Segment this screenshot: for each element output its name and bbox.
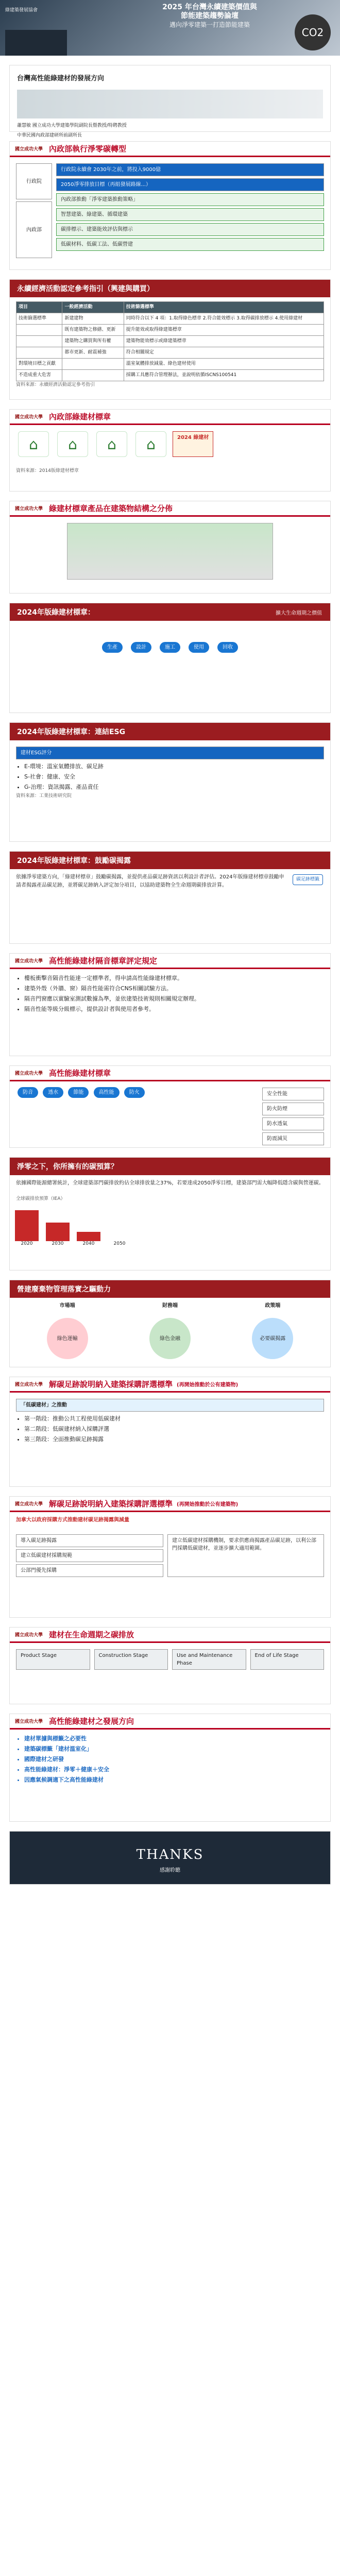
direction-item: • 國際建材之研發: [24, 1754, 324, 1765]
stage-item: Product Stage: [16, 1649, 90, 1670]
stage-item: End of Life Stage: [250, 1649, 325, 1670]
slide4-title: 內政部綠建材標章: [49, 412, 111, 421]
esg-header: 建材ESG評分: [16, 747, 324, 759]
table-cell: 都市更新、耐震補強: [62, 347, 124, 359]
table-row: [16, 359, 324, 370]
slide-title-bar: [10, 410, 330, 425]
slide-cover: [9, 65, 331, 138]
university-logo: 國立成功大學: [15, 959, 43, 964]
banner-title: 2025 年台灣永續建築價值與: [162, 3, 257, 11]
co2-balloon-icon: CO2: [295, 14, 331, 50]
table-cell: [16, 347, 62, 359]
table-cell: 既有建築物之修繕、更新: [62, 325, 124, 336]
budget-bar: [77, 1232, 100, 1241]
table-cell: 對環境目標之貢獻: [16, 359, 62, 370]
bar-group: [15, 1210, 39, 1246]
acoustic-item: • 隔音性能等級分級標示，提供設計者與使用者參考。: [24, 1004, 324, 1014]
lifecycle-step: 使用: [189, 642, 209, 653]
hp-item: 高性能: [94, 1087, 120, 1098]
slide-green-label: [9, 409, 331, 492]
hp-item: 防音: [18, 1087, 38, 1098]
slide-guideline: [9, 279, 331, 400]
lifecycle-step: 施工: [160, 642, 180, 653]
slide-lifecycle: [9, 603, 331, 713]
esg-note: 資料來源：工業技術研究院: [16, 793, 72, 799]
box-label: 碳排標示、建築能效評估與標示: [56, 223, 324, 236]
label-icons: [10, 425, 330, 463]
guideline-table-wrap: [10, 297, 330, 393]
hp-right-item: 安全性能: [262, 1088, 324, 1100]
table-row: [16, 370, 324, 381]
table-cell: [16, 325, 62, 336]
house-icon: ⌂: [96, 431, 127, 457]
slide-title-bar: [10, 1377, 330, 1393]
direction-item: • 建築碳標籤「建材溫室化」: [24, 1744, 324, 1754]
driver-circle: 綠色金融: [149, 1318, 191, 1359]
hp-right-item: 防火防煙: [262, 1103, 324, 1115]
table-cell: 採購工具應符合管理辦法，並說明依循ISCNS100541: [124, 370, 324, 381]
slide-title-bar: [10, 1066, 330, 1081]
left-labels: [16, 161, 52, 260]
table-cell: 符合相關規定: [124, 347, 324, 359]
slide6-title: 2024年版綠建材標章：: [17, 608, 95, 617]
right-boxes: [56, 161, 324, 260]
stage-item: Construction Stage: [94, 1649, 168, 1670]
direction-item: • 因應氣候調適下之高性能綠建材: [24, 1775, 324, 1785]
direction-item: • 建材單據與標籤之必要性: [24, 1734, 324, 1744]
drivers-labels: [10, 1298, 330, 1314]
slide6-sub: 擴大生命週期之價值: [276, 610, 322, 616]
slide-title-bar: [10, 954, 330, 969]
lifecycle-flow: [10, 636, 330, 658]
banner-text: [150, 3, 269, 29]
phase-item: • 第一階段：推動公共工程使用低碳建材: [24, 1414, 324, 1424]
driver-label: 市場端: [59, 1303, 75, 1309]
slide12-title: 營建廢棄物管理落實之驅動力: [10, 1280, 330, 1298]
esg-body: [10, 740, 330, 804]
building-section-illustration: [67, 523, 273, 580]
hp-right-item: 防震減災: [262, 1132, 324, 1145]
table-header: 技術篩選標準: [124, 302, 324, 313]
canada-right: 建立低碳建材採購機制，要求供應商揭露產品碳足跡，以利公部門採購低碳建材，並逐步擴大適用範圍。: [167, 1534, 324, 1577]
cover-image: [17, 90, 323, 118]
stage-row: [10, 1643, 330, 1676]
guideline-table: [16, 301, 324, 381]
table-cell: [16, 336, 62, 347]
budget-text: 依據國際能源總署統計，全球建築部門碳排放約佔全球排放量之37%，若要達成2050淨零目標，建築部門需大幅降低隱含碳與營運碳。: [16, 1180, 324, 1186]
label-interior-ministry: 內政部: [16, 201, 52, 258]
hp-left: [16, 1086, 258, 1147]
slide-carbon-disclosure: [9, 851, 331, 944]
phase-item: • 第三階段：全面推動碳足跡揭露: [24, 1434, 324, 1445]
slide-title-bar: [10, 142, 330, 157]
table-row: [16, 336, 324, 347]
slide-lifecycle-carbon: [9, 1627, 331, 1704]
table-header: 項目: [16, 302, 62, 313]
canada-left-item: 導入碳足跡揭露: [16, 1534, 163, 1547]
hp-body: [10, 1081, 330, 1151]
box-lowcarbon: 低碳材料、低碳工法、低碳營建: [56, 238, 324, 251]
lifecycle-step: 回收: [217, 642, 238, 653]
slide13-title: 解碳足跡說明納入建築採購評選標準: [49, 1380, 173, 1389]
box-2050: 2050淨零排放目標（再組發展路線...）: [56, 178, 324, 191]
hp-right: [262, 1086, 324, 1147]
bar-group: [77, 1232, 100, 1246]
canada-left-item: 公部門優先採購: [16, 1564, 163, 1577]
university-logo: 國立成功大學: [15, 506, 43, 512]
table-cell: 同時符合以下 4 項：1.取得綠色標章 2.符合能效標示 3.取得碳排放標示 4.使用綠建材: [124, 313, 324, 325]
lowcarbon-box: 「低碳建材」之推動: [16, 1399, 324, 1412]
budget-bar: [46, 1223, 70, 1241]
driver-circle: 綠色運輸: [47, 1318, 88, 1359]
speaker: 蕭慧敏 國立成功大學建築學院副院長暨教授/特聘教授: [17, 123, 127, 128]
canada-text: 加拿大以政府採購方式推動建材碳足跡揭露與減量: [16, 1517, 129, 1523]
phase-item: • 第二階段：低碳建材納入採購評選: [24, 1424, 324, 1434]
lifecycle-step: 生產: [102, 642, 123, 653]
thanks-sub: 感謝聆聽: [160, 1868, 180, 1873]
label-2024: 2024 綠建材: [173, 431, 213, 457]
slide-structure: [9, 501, 331, 594]
table-header: 一般經濟活動: [62, 302, 124, 313]
driver-label: 財務端: [162, 1303, 178, 1309]
esg-item: • S-社會：健康、安全: [24, 772, 324, 782]
slide-drivers: [9, 1280, 331, 1367]
thanks-title: THANKS: [136, 1847, 204, 1862]
slide-thanks: [9, 1831, 331, 1885]
university-logo: 國立成功大學: [15, 1502, 43, 1507]
speaker-title: 中華民國內政部建研所前副所長: [17, 133, 82, 138]
university-logo: 國立成功大學: [15, 1719, 43, 1724]
slide5-title: 綠建材標章產品在建築物結構之分佈: [49, 504, 173, 513]
slide1-title: 台灣高性能綠建材的發展方向: [17, 75, 105, 82]
esg-item: • E-環境：溫室氣體排放、碳足跡: [24, 761, 324, 772]
slide-carbon-budget: [9, 1157, 331, 1270]
slide11-title: 淨零之下，你所擁有的碳預算？: [10, 1158, 330, 1175]
esg-item: • G-治理：資訊揭露、產品責任: [24, 782, 324, 792]
slide14-sub: (再開始推動於公有建築物): [177, 1502, 239, 1507]
slide13-sub: (再開始推動於公有建築物): [177, 1382, 239, 1388]
box-9000: 行政院永續會 2030年之前，將投入9000億: [56, 163, 324, 176]
house-icon: ⌂: [57, 431, 88, 457]
bar-label: 2050: [113, 1241, 126, 1246]
slide3-title: 永續經濟活動認定參考指引（興建與購買）: [10, 280, 330, 297]
acoustic-item: • 樓板衝擊音隔音性能達一定標準者，得申請高性能綠建材標章。: [24, 973, 324, 984]
slide9-title: 高性能綠建材隔音標章評定規定: [49, 956, 158, 965]
label-note: 資料來源：2014版綠建材標章: [16, 468, 79, 473]
slide6-titlebar: [10, 603, 330, 621]
direction-list: [10, 1730, 330, 1789]
bar-group: [46, 1223, 70, 1246]
slide-procurement-1: [9, 1377, 331, 1487]
table-row: [16, 313, 324, 325]
driver-circle: 必要碳揭露: [252, 1318, 293, 1359]
university-logo: 國立成功大學: [15, 1633, 43, 1638]
budget-chart: [10, 1207, 330, 1248]
slide-direction: [9, 1714, 331, 1822]
table-cell: 不造成重大危害: [16, 370, 62, 381]
slide8-title: 2024年版綠建材標章：鼓勵碳揭露: [10, 852, 330, 869]
table-row: [16, 325, 324, 336]
hp-item: 透水: [43, 1087, 63, 1098]
phase-list: [16, 1414, 324, 1445]
budget-caption: 全球碳排放預算（IEA）: [16, 1196, 65, 1201]
procurement-body: [10, 1393, 330, 1449]
hp-item: 防火: [124, 1087, 145, 1098]
university-logo: 國立成功大學: [15, 415, 43, 420]
bar-label: 2040: [82, 1241, 95, 1246]
carbon-footprint-chip: 碳足跡標籤: [293, 874, 323, 885]
bar-label: 2020: [21, 1241, 33, 1246]
table-cell: 建築物能效標示或綠建築標章: [124, 336, 324, 347]
table-cell: 溫室氣體排放減量、綠色建材使用: [124, 359, 324, 370]
table-cell: 技術篩選標準: [16, 313, 62, 325]
slide16-title: 高性能綠建材之發展方向: [49, 1717, 134, 1726]
table-row: [16, 347, 324, 359]
hp-item: 節能: [68, 1087, 89, 1098]
table-cell: [62, 359, 124, 370]
slide-high-performance: [9, 1065, 331, 1148]
slide2-title: 內政部執行淨零碳轉型: [49, 144, 127, 154]
slide-acoustic: [9, 953, 331, 1056]
house-icon: ⌂: [18, 431, 49, 457]
slide-title-bar: [10, 1714, 330, 1730]
university-logo: 國立成功大學: [15, 1382, 43, 1387]
canada-left-item: 建立低碳建材採購規範: [16, 1549, 163, 1562]
table-cell: [62, 370, 124, 381]
hp-right-item: 防水透氣: [262, 1117, 324, 1130]
budget-bar: [15, 1210, 39, 1241]
drivers-circles: [10, 1314, 330, 1363]
slide-title-bar: [10, 1628, 330, 1643]
slide15-title: 建材在生命週期之碳排放: [49, 1630, 134, 1639]
esg-list: [16, 761, 324, 792]
slide-net-zero: [9, 141, 331, 270]
guideline-note: 資料來源：永續經濟活動認定參考指引: [16, 382, 95, 387]
slide-title-bar: [10, 501, 330, 517]
net-zero-body: [10, 157, 330, 264]
slide-procurement-2: [9, 1496, 331, 1618]
slide-title-bar: [10, 1497, 330, 1512]
acoustic-item: • 建築外殼（外牆、窗）隔音性能需符合CNS相關試驗方法。: [24, 984, 324, 994]
acoustic-list: [10, 969, 330, 1019]
university-logo: 國立成功大學: [15, 1071, 43, 1076]
acoustic-item: • 隔音門窗應以實驗室測試數據為準，並依建築技術規則相關規定辦理。: [24, 994, 324, 1004]
university-logo: 國立成功大學: [15, 147, 43, 152]
direction-item: • 高性能綠建材：淨零＋健康＋安全: [24, 1765, 324, 1775]
slide-esg: [9, 722, 331, 842]
lifecycle-step: 設計: [131, 642, 151, 653]
bar-label: 2030: [52, 1241, 64, 1246]
canada-left: [16, 1532, 163, 1579]
box-smart: 智慧建築、綠建築、循環建築: [56, 208, 324, 221]
table-cell: 建築物之購買與所有權: [62, 336, 124, 347]
forum-banner: [0, 0, 340, 56]
house-icon: ⌂: [135, 431, 166, 457]
label-executive-yuan: 行政院: [16, 163, 52, 199]
driver-label: 政策端: [265, 1303, 281, 1309]
banner-logo: 綠建築發展協會: [5, 8, 38, 13]
canada-body: [10, 1528, 330, 1583]
box-strategy: 內政部推動「淨零建築推動策略」: [56, 193, 324, 206]
slide14-title: 解碳足跡說明納入建築採購評選標準: [49, 1499, 173, 1509]
slide10-title: 高性能綠建材標章: [49, 1069, 111, 1078]
banner-sub2: 邁向淨零建築一打造節能建築: [169, 21, 250, 28]
table-cell: 提升能效或取得綠建築標章: [124, 325, 324, 336]
stage-item: Use and Maintenance Phase: [172, 1649, 246, 1670]
bar-group: [108, 1241, 131, 1246]
disclosure-body: [10, 869, 330, 894]
banner-subtitle: 節能建築趨勢論壇: [181, 12, 239, 20]
factory-illustration: [5, 30, 67, 56]
slide7-title: 2024年版綠建材標章：連結ESG: [10, 723, 330, 740]
disclosure-text: 依據淨零建築方向，「綠建材標章」鼓勵碳揭露，並提供產品碳足跡資訊以利設計者評估。2024年版綠建材標章鼓勵申請者揭露產品碳足跡，並將碳足跡納入評定加分項目，以協助建築物全生命週期碳排放計算。: [16, 874, 284, 888]
table-cell: 新建建物: [62, 313, 124, 325]
